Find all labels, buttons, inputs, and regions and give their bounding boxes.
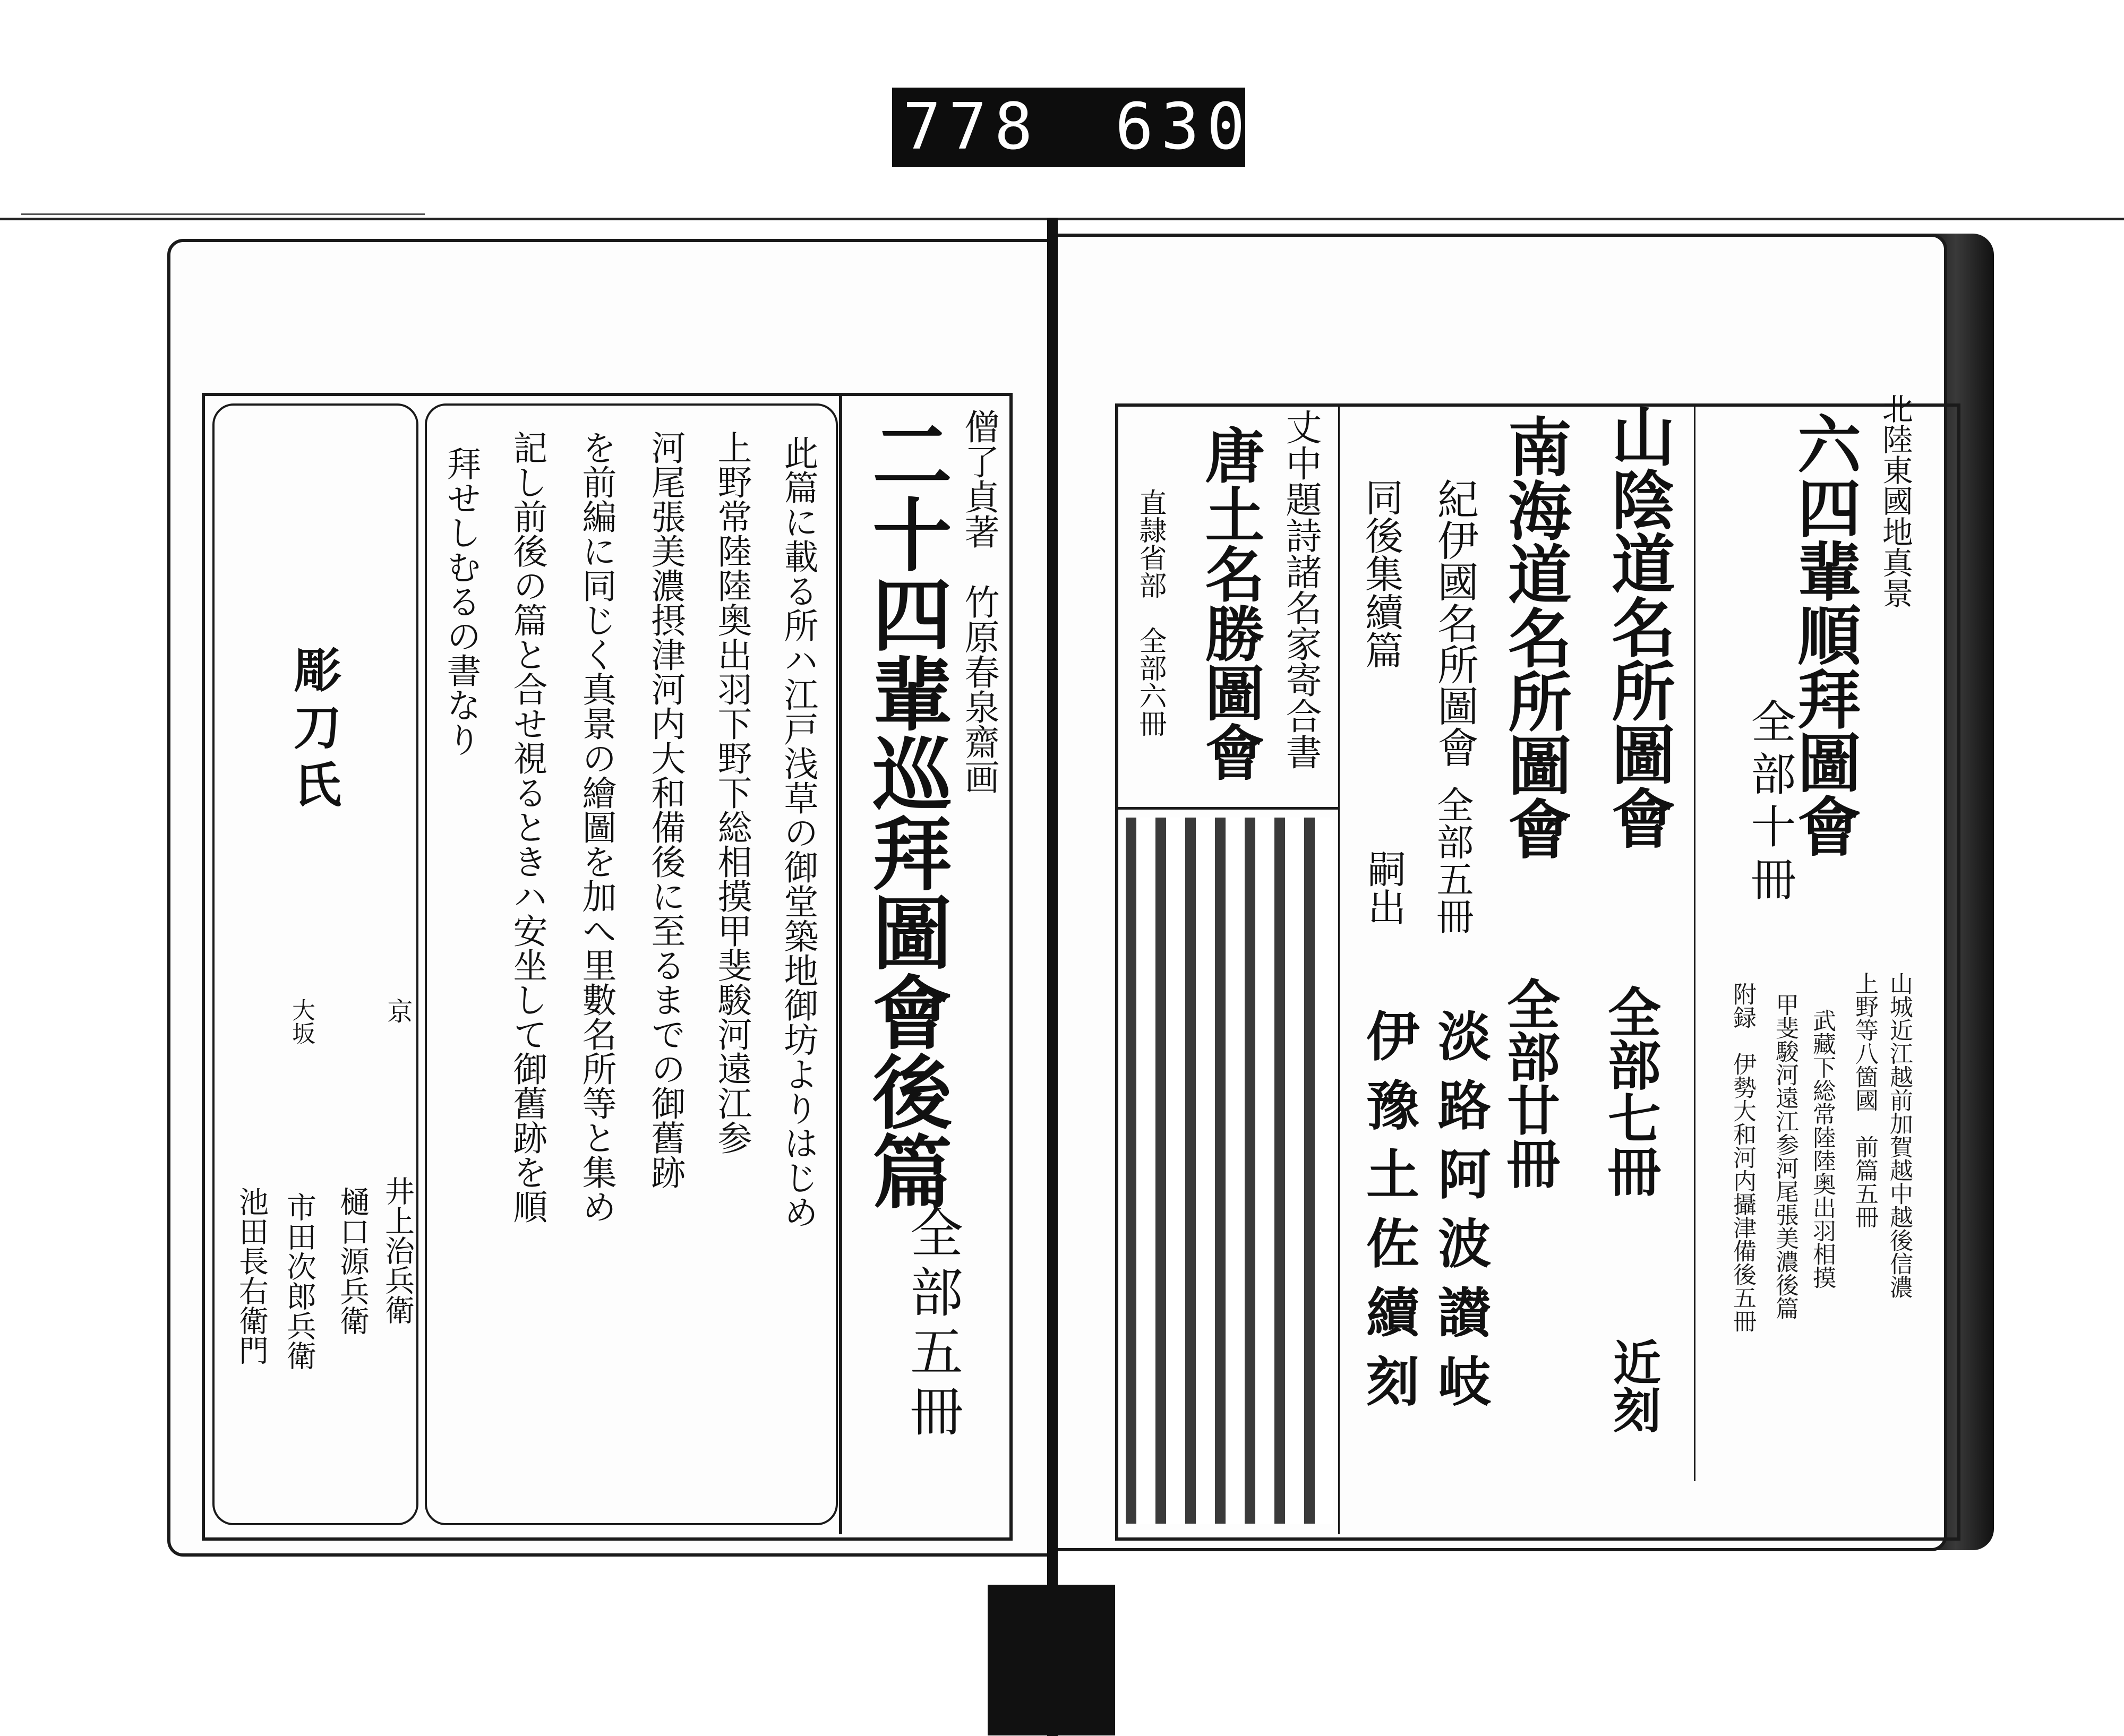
main-title-volumes: 全部五冊 (901, 1205, 963, 1443)
publisher-3: 市田次郎兵衛 (282, 1192, 316, 1370)
ad5-title: 唐土名勝圖會 (1195, 425, 1265, 781)
ad2-status: 近刻 (1605, 1338, 1661, 1433)
preface-line-3: 河尾張美濃摂津河内大和備後に至るまでの御舊跡 (645, 430, 685, 1189)
ad2-volumes: 全部七冊 (1599, 985, 1661, 1197)
authors-line: 僧了貞著 竹原春泉齋画 (958, 409, 999, 794)
city-kyo: 京 (383, 998, 413, 1024)
publisher-2: 樋口源兵衛 (335, 1187, 370, 1335)
title-divider (839, 393, 842, 1534)
city-osaka: 大坂 (288, 998, 315, 1045)
ad5-dense-text-block (1120, 818, 1333, 1524)
top-rule (0, 218, 2124, 220)
ad1-title: 六四輩順拜圖會 (1787, 411, 1862, 857)
publisher-1: 井上治兵衛 (380, 1176, 415, 1325)
catalog-number-right: 630 (1115, 90, 1253, 164)
preface-line-6: 拜せしむるの書なり (441, 446, 481, 757)
ad4-volumes: 全部五冊 (1431, 786, 1474, 934)
ad5-hdivider (1115, 807, 1338, 810)
binding-tab (988, 1585, 1115, 1735)
publisher-name: 彫刀氏 (285, 645, 341, 817)
catalog-number-label (892, 88, 1253, 167)
ad1-provinces-3: 武藏下総常陸陸奥出羽相摸 (1809, 1009, 1836, 1289)
ad4-sequel-status: 嗣出 (1361, 849, 1406, 926)
ad5-divider (1338, 403, 1340, 1534)
ad2-title: 山陰道名所圖會 (1601, 403, 1676, 849)
preface-line-4: を前編に同じく真景の繪圖を加へ里數名所等と集め (576, 430, 616, 1224)
ad1-subtitle: 北陸東國地真景 (1877, 393, 1913, 608)
top-rule-short (21, 213, 425, 215)
ad1-divider (1694, 403, 1695, 1481)
ad3-title: 南海道名所圖會 (1497, 414, 1572, 860)
binding-cord (1047, 218, 1058, 1736)
preface-line-1: 此篇に載る所ハ江戸浅草の御堂築地御坊よりはじめ (778, 435, 818, 1229)
main-title: 二十四輩巡拜圖會後篇 (859, 414, 952, 1210)
ad4-provinces-2: 伊豫土佐續刻 (1357, 1009, 1420, 1423)
ad1-volumes: 全部十冊 (1743, 698, 1796, 908)
ad1-provinces-1: 山城近江越前加賀越中越後信濃 (1886, 972, 1913, 1299)
preface-line-5: 記し前後の篇と合せ視るときハ安坐して御舊跡を順 (507, 430, 547, 1224)
ad5-volumes: 全部六冊 (1134, 626, 1166, 737)
publisher-4: 池田長右衛門 (234, 1187, 269, 1365)
ad1-provinces-5: 附録 伊勢大和河内攝津備後五冊 (1729, 982, 1756, 1333)
ad4-title: 紀伊國名所圖會 (1431, 478, 1478, 768)
ad4-sequel: 同後集續篇 (1359, 478, 1403, 669)
ad5-note: 直隷省部 (1134, 488, 1166, 599)
preface-panel (425, 403, 838, 1525)
preface-line-2: 上野常陸陸奥出羽下野下総相摸甲斐駿河遠江参 (712, 430, 751, 1155)
ad4-provinces-1: 淡路阿波讃岐 (1429, 1009, 1492, 1423)
ad1-provinces-2: 上野等八箇國 前篇五冊 (1851, 972, 1878, 1228)
ad1-provinces-4: 甲斐駿河遠江参河尾張美濃後篇 (1771, 993, 1798, 1320)
catalog-number-left: 778 (903, 90, 1040, 164)
ad5-header: 丈中題詩諸名家寄合書 (1280, 409, 1322, 770)
ad3-volumes: 全部廿冊 (1498, 977, 1561, 1189)
